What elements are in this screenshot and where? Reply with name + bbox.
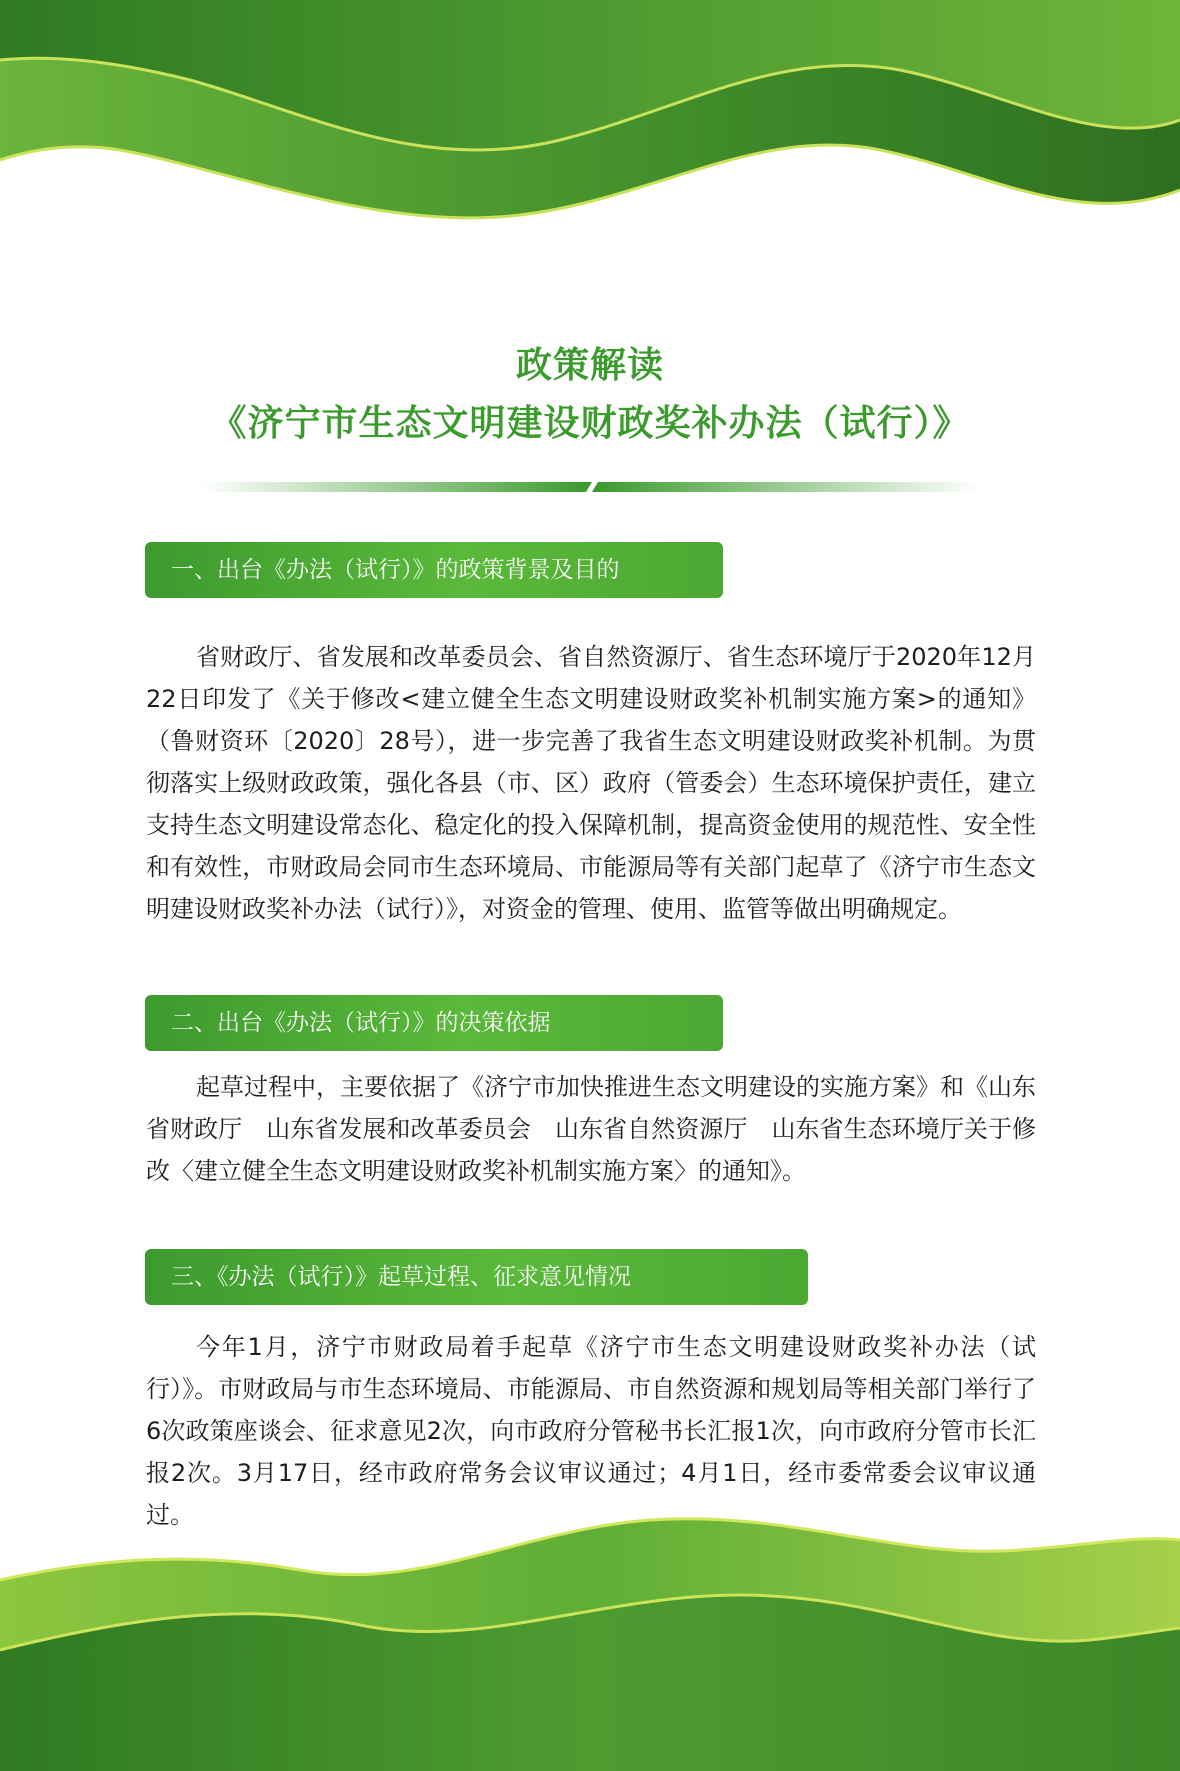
title-block [0, 340, 1180, 454]
section-heading: 三、《办法（试行）》起草过程、征求意见情况 [171, 1264, 631, 1290]
page-title: 《济宁市生态文明建设财政奖补办法（试行）》 [210, 403, 970, 444]
section-heading-drafting [145, 1249, 808, 1305]
page-title-label: 政策解读 [515, 345, 664, 386]
section-heading: 二、出台《办法（试行）》的决策依据 [171, 1010, 551, 1036]
title-divider [200, 480, 980, 494]
section-paragraph: 今年1月，济宁市财政局着手起草《济宁市生态文明建设财政奖补办法（试行）》。市财政局与市生态环境局、市能源局、市自然资源和规划局等相关部门举行了6次政策座谈会、征求意见2次，向市政府分管秘书长汇报1次，向市政府分管市长汇报2次。3月17日，经市政府常务会议审议通过；4月1日，经市委常委会议审议通过。 [146, 1333, 1036, 1529]
section-heading: 一、出台《办法（试行）》的政策背景及目的 [171, 557, 620, 583]
top-wave-decoration [0, 0, 1180, 270]
section-paragraph: 起草过程中，主要依据了《济宁市加快推进生态文明建设的实施方案》和《山东省财政厅 山东省发展和改革委员会 山东省自然资源厅 山东省生态环境厅关于修改〈建立健全生态文明建设财政奖补机制实施方案〉的通知》。 [146, 1073, 1036, 1185]
section-paragraph: 省财政厅、省发展和改革委员会、省自然资源厅、省生态环境厅于2020年12月22日印发了《关于修改<建立健全生态文明建设财政奖补机制实施方案>的通知》（鲁财资环〔2020〕28号），进一步完善了我省生态文明建设财政奖补机制。为贯彻落实上级财政政策，强化各县（市、区）政府（管委会）生态环境保护责任，建立支持生态文明建设常态化、稳定化的投入保障机制，提高资金使用的规范性、安全性和有效性，市财政局会同市生态环境局、市能源局等有关部门起草了《济宁市生态文明建设财政奖补办法（试行）》，对资金的管理、使用、监管等做出明确规定。 [146, 643, 1036, 923]
section-heading-background [145, 542, 723, 598]
section-heading-basis [145, 995, 723, 1051]
bottom-wave-decoration [0, 1500, 1180, 1771]
